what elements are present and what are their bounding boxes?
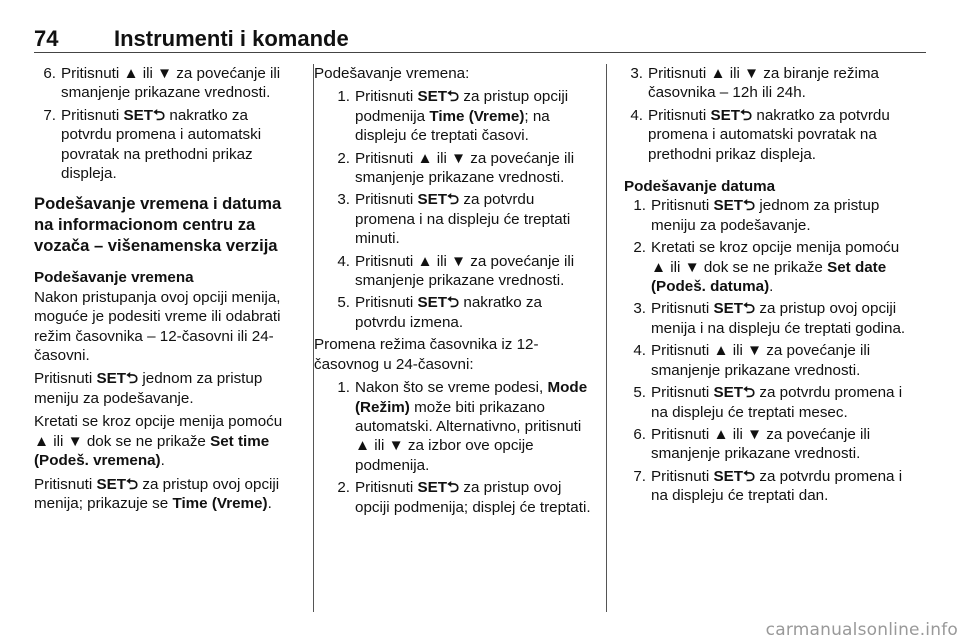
- set-button-label: SET⮌: [713, 467, 756, 485]
- paragraph: Promena režima časovnika iz 12-časovnog u 24-časovni:: [314, 336, 539, 373]
- paragraph: Nakon pristupanja ovoj opciji menija, moguće je podesiti vreme ili odabrati režim časovnika – 12-časovni ili 24-časovni.: [34, 288, 281, 365]
- date-steps-list: [624, 196, 910, 505]
- section-heading: Podešavanje vremena i datuma na informacionom centru za vozača – višenamenska verzija: [34, 194, 282, 256]
- paragraph: Podešavanje vremena:: [314, 65, 470, 82]
- list-item: 7. Pritisnuti SET⮌ za potvrdu promena i na displeju će treptati dan.: [633, 467, 903, 505]
- set-button-label: SET⮌: [713, 197, 756, 215]
- set-button-label: SET⮌: [710, 106, 753, 124]
- set-button-label: SET⮌: [417, 191, 460, 209]
- column-2: [314, 64, 596, 520]
- set-button-label: SET⮌: [96, 370, 139, 388]
- mode-steps-list-continued: [624, 64, 910, 164]
- column-1: [34, 64, 300, 517]
- list-item: 1. Pritisnuti SET⮌ jednom za pristup meniju za podešavanje.: [633, 197, 880, 234]
- page-title: Instrumenti i komande: [114, 26, 349, 51]
- list-item: 2. Kretati se kroz opcije menija pomoću ▲ ili ▼ dok se ne prikaže Set date (Podeš. datuma).: [633, 239, 900, 296]
- subheading-time: Podešavanje vremena: [34, 269, 194, 287]
- list-item: 5. Pritisnuti SET⮌ za potvrdu promena i na displeju će treptati mesec.: [633, 384, 903, 421]
- paragraph: Kretati se kroz opcije menija pomoću ▲ ili ▼ dok se ne prikaže Set time (Podeš. vremena).: [34, 413, 283, 470]
- return-arrow-icon: ⮌: [447, 191, 460, 209]
- list-item: 4. Pritisnuti ▲ ili ▼ za povećanje ili smanjenje prikazane vrednosti.: [337, 252, 575, 290]
- return-arrow-icon: ⮌: [447, 88, 460, 106]
- return-arrow-icon: ⮌: [743, 300, 756, 318]
- list-item: 3. Pritisnuti ▲ ili ▼ za biranje režima časovnika – 12h ili 24h.: [630, 65, 879, 102]
- list-item: 5. Pritisnuti SET⮌ nakratko za potvrdu izmena.: [337, 294, 542, 331]
- list-item: 3. Pritisnuti SET⮌ za potvrdu promena i na displeju će treptati minuti.: [337, 191, 571, 248]
- step-list-continued: [34, 64, 300, 183]
- set-button-label: SET⮌: [713, 300, 756, 318]
- set-button-label: SET⮌: [96, 475, 139, 493]
- paragraph: Pritisnuti SET⮌ za pristup ovoj opciji menija; prikazuje se Time (Vreme).: [34, 475, 280, 512]
- list-item: 4. Pritisnuti ▲ ili ▼ za povećanje ili smanjenje prikazane vrednosti.: [633, 342, 871, 379]
- column-3: [624, 64, 910, 509]
- list-item: 2. Pritisnuti SET⮌ za pristup ovoj opciji podmenija; displej će treptati.: [337, 479, 591, 516]
- list-item: 7. Pritisnuti SET⮌ nakratko za potvrdu promena i automatski povratak na prethodni prikaz displeja.: [43, 106, 262, 183]
- list-item: 2. Pritisnuti ▲ ili ▼ za povećanje ili smanjenje prikazane vrednosti.: [337, 149, 575, 187]
- return-arrow-icon: ⮌: [447, 479, 460, 497]
- column-divider-2: [606, 64, 607, 612]
- return-arrow-icon: ⮌: [743, 384, 756, 402]
- time-steps-list: [314, 87, 596, 332]
- list-item: 1. Pritisnuti SET⮌ za pristup opciji podmenija Time (Vreme); na displeju će treptati časovi.: [337, 88, 569, 145]
- return-arrow-icon: ⮌: [126, 370, 139, 388]
- list-item: 6. Pritisnuti ▲ ili ▼ za povećanje ili smanjenje prikazane vrednosti.: [633, 425, 871, 463]
- return-arrow-icon: ⮌: [743, 467, 756, 485]
- return-arrow-icon: ⮌: [153, 106, 166, 124]
- set-button-label: SET⮌: [417, 479, 460, 497]
- set-button-label: SET⮌: [417, 88, 460, 106]
- watermark: carmanualsonline.info: [765, 620, 958, 640]
- set-button-label: SET⮌: [713, 384, 756, 402]
- list-item: 4. Pritisnuti SET⮌ nakratko za potvrdu promena i automatski povratak na prethodni prikaz displeja.: [630, 106, 890, 163]
- list-item: 3. Pritisnuti SET⮌ za pristup ovoj opciji menija i na displeju će treptati godina.: [633, 300, 906, 337]
- header-divider: [34, 52, 926, 53]
- paragraph: Pritisnuti SET⮌ jednom za pristup meniju za podešavanje.: [34, 370, 263, 407]
- return-arrow-icon: ⮌: [447, 294, 460, 312]
- mode-steps-list: [314, 378, 596, 517]
- list-item: 6. Pritisnuti ▲ ili ▼ za povećanje ili smanjenje prikazane vrednosti.: [43, 65, 281, 102]
- page-number: 74: [34, 26, 59, 51]
- return-arrow-icon: ⮌: [126, 475, 139, 493]
- subheading-date: Podešavanje datuma: [624, 178, 776, 196]
- return-arrow-icon: ⮌: [740, 106, 753, 124]
- set-button-label: SET⮌: [417, 294, 460, 312]
- list-item: 1. Nakon što se vreme podesi, Mode (Režim) može biti prikazano automatski. Alternativno, pritisnuti ▲ ili ▼ za izbor ove opcije podmenija.: [337, 379, 588, 474]
- set-button-label: SET⮌: [123, 106, 166, 124]
- page-header: [34, 26, 926, 54]
- return-arrow-icon: ⮌: [743, 197, 756, 215]
